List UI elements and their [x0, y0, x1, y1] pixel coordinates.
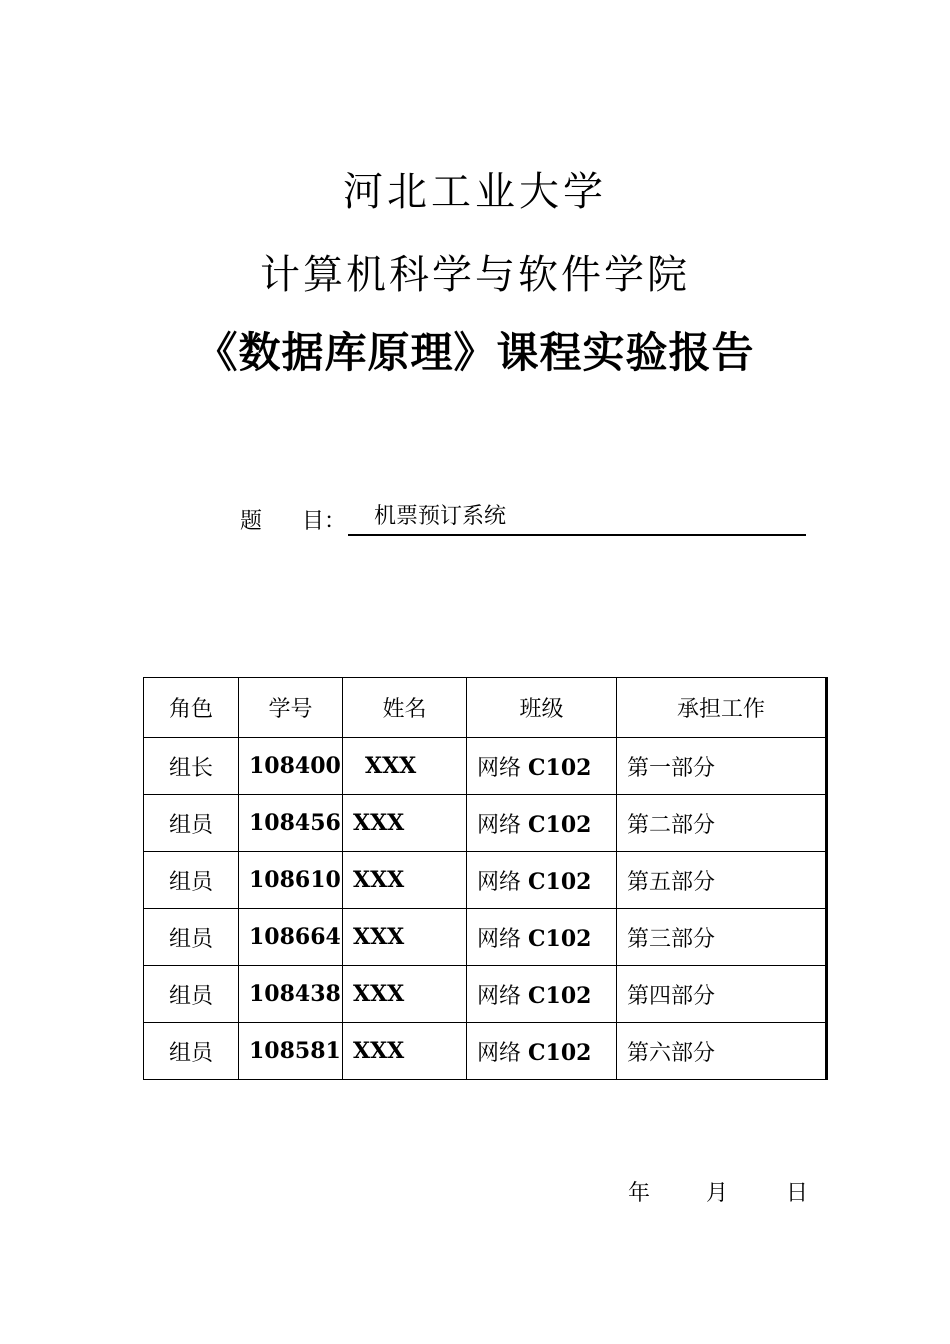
header-student-id: 学号: [239, 678, 343, 738]
cell-student-id: 108456: [239, 795, 343, 852]
table-row: [144, 738, 827, 795]
table-row: [144, 1023, 827, 1080]
cell-class: [467, 795, 617, 852]
cell-name: XXX: [343, 852, 467, 909]
cell-role: 组员: [144, 1023, 239, 1080]
cell-work: 第六部分: [617, 1023, 827, 1080]
class-prefix: 网络: [477, 926, 522, 952]
class-code: C102: [528, 925, 592, 952]
cell-name: XXX: [343, 966, 467, 1023]
cell-student-id: 108438: [239, 966, 343, 1023]
cell-class: [467, 738, 617, 795]
cell-work: 第五部分: [617, 852, 827, 909]
cell-student-id: 108581: [239, 1023, 343, 1080]
class-code: C102: [528, 982, 592, 1009]
date-year: 年: [628, 1181, 651, 1206]
cell-student-id: 108664: [239, 909, 343, 966]
class-code: C102: [528, 754, 592, 781]
header-role: 角色: [144, 678, 239, 738]
date-day: 日: [786, 1181, 809, 1206]
cell-class: [467, 852, 617, 909]
table-row: [144, 909, 827, 966]
class-prefix: 网络: [477, 812, 522, 838]
table-row: [144, 966, 827, 1023]
cell-class: [467, 909, 617, 966]
class-code: C102: [528, 868, 592, 895]
subject-label-part1: 题: [240, 509, 263, 534]
cell-role: 组员: [144, 966, 239, 1023]
cell-student-id: 108610: [239, 852, 343, 909]
cell-name: XXX: [343, 795, 467, 852]
cell-work: 第四部分: [617, 966, 827, 1023]
cell-work: 第一部分: [617, 738, 827, 795]
header-name: 姓名: [343, 678, 467, 738]
header-class: 班级: [467, 678, 617, 738]
class-code: C102: [528, 1039, 592, 1066]
class-prefix: 网络: [477, 983, 522, 1009]
subject-label-part2: 目：: [302, 509, 347, 534]
cell-name: XXX: [343, 738, 467, 795]
class-prefix: 网络: [477, 1040, 522, 1066]
cell-work: 第三部分: [617, 909, 827, 966]
cell-role: 组员: [144, 909, 239, 966]
team-table: [143, 677, 828, 1080]
cell-role: 组员: [144, 795, 239, 852]
cell-name: XXX: [343, 909, 467, 966]
cell-work: 第二部分: [617, 795, 827, 852]
date-month: 月: [706, 1181, 729, 1206]
header-work: 承担工作: [617, 678, 827, 738]
class-code: C102: [528, 811, 592, 838]
cell-student-id: 108400: [239, 738, 343, 795]
cell-role: 组员: [144, 852, 239, 909]
cell-role: 组长: [144, 738, 239, 795]
cell-class: [467, 1023, 617, 1080]
table-row: [144, 795, 827, 852]
report-title: 《数据库原理》课程实验报告: [195, 328, 755, 377]
university-title: 河北工业大学: [343, 169, 607, 215]
cell-name: XXX: [343, 1023, 467, 1080]
subject-value-field: 机票预订系统: [348, 502, 806, 536]
table-header-row: [144, 678, 827, 738]
cell-class: [467, 966, 617, 1023]
table-row: [144, 852, 827, 909]
college-title: 计算机科学与软件学院: [260, 252, 690, 298]
class-prefix: 网络: [477, 869, 522, 895]
class-prefix: 网络: [477, 755, 522, 781]
